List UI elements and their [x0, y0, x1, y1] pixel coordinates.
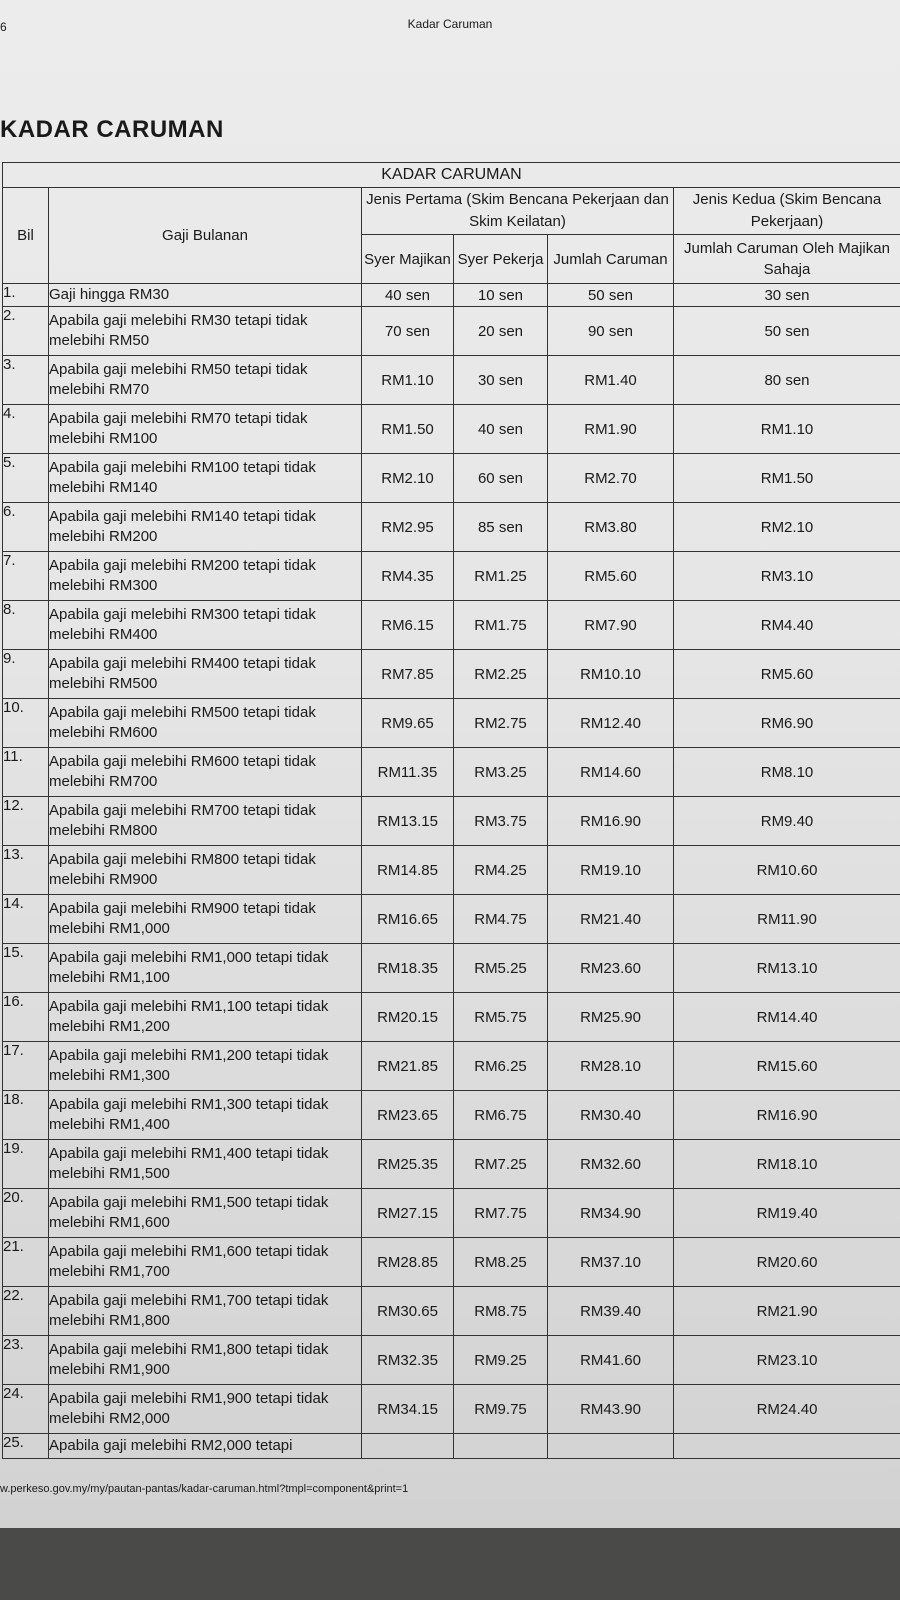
row-number: 11. [3, 748, 49, 797]
employer-only-contribution [674, 1434, 900, 1459]
employer-share: RM2.95 [362, 503, 454, 552]
employee-share: RM7.25 [454, 1140, 548, 1189]
employer-only-contribution: RM24.40 [674, 1385, 900, 1434]
table-row [3, 284, 900, 307]
row-number: 20. [3, 1189, 49, 1238]
salary-range: Apabila gaji melebihi RM900 tetapi tidak melebihi RM1,000 [49, 895, 362, 944]
employer-only-contribution: RM5.60 [674, 650, 900, 699]
employer-only-contribution: RM6.90 [674, 699, 900, 748]
total-contribution: RM21.40 [548, 895, 674, 944]
employee-share: RM1.75 [454, 601, 548, 650]
total-contribution: RM23.60 [548, 944, 674, 993]
employer-only-contribution: 50 sen [674, 307, 900, 356]
employer-only-contribution: RM10.60 [674, 846, 900, 895]
employer-share: RM16.65 [362, 895, 454, 944]
row-number: 2. [3, 307, 49, 356]
column-header-jumlah-caruman: Jumlah Caruman [548, 235, 674, 284]
employee-share: 30 sen [454, 356, 548, 405]
total-contribution: RM39.40 [548, 1287, 674, 1336]
table-row [3, 1385, 900, 1434]
row-number: 13. [3, 846, 49, 895]
salary-range: Apabila gaji melebihi RM400 tetapi tidak melebihi RM500 [49, 650, 362, 699]
table-row [3, 1287, 900, 1336]
salary-range: Apabila gaji melebihi RM50 tetapi tidak melebihi RM70 [49, 356, 362, 405]
salary-range: Apabila gaji melebihi RM500 tetapi tidak melebihi RM600 [49, 699, 362, 748]
employee-share: RM8.25 [454, 1238, 548, 1287]
salary-range: Apabila gaji melebihi RM1,600 tetapi tidak melebihi RM1,700 [49, 1238, 362, 1287]
employer-only-contribution: RM3.10 [674, 552, 900, 601]
employer-share [362, 1434, 454, 1459]
row-number: 17. [3, 1042, 49, 1091]
salary-range: Apabila gaji melebihi RM1,000 tetapi tidak melebihi RM1,100 [49, 944, 362, 993]
row-number: 21. [3, 1238, 49, 1287]
employer-only-contribution: 80 sen [674, 356, 900, 405]
total-contribution: 50 sen [548, 284, 674, 307]
total-contribution: RM12.40 [548, 699, 674, 748]
row-number: 1. [3, 284, 49, 307]
row-number: 25. [3, 1434, 49, 1459]
employee-share: RM4.25 [454, 846, 548, 895]
table-row [3, 895, 900, 944]
total-contribution: RM1.90 [548, 405, 674, 454]
employer-share: RM30.65 [362, 1287, 454, 1336]
employer-only-contribution: RM1.10 [674, 405, 900, 454]
employee-share: RM7.75 [454, 1189, 548, 1238]
salary-range: Apabila gaji melebihi RM1,500 tetapi tidak melebihi RM1,600 [49, 1189, 362, 1238]
table-row [3, 503, 900, 552]
salary-range: Apabila gaji melebihi RM2,000 tetapi [49, 1434, 362, 1459]
employer-share: RM14.85 [362, 846, 454, 895]
total-contribution: RM1.40 [548, 356, 674, 405]
column-group-jenis-pertama: Jenis Pertama (Skim Bencana Pekerjaan dan Skim Keilatan) [362, 188, 674, 235]
total-contribution: RM10.10 [548, 650, 674, 699]
salary-range: Apabila gaji melebihi RM100 tetapi tidak melebihi RM140 [49, 454, 362, 503]
employee-share: RM6.75 [454, 1091, 548, 1140]
employee-share: RM2.25 [454, 650, 548, 699]
table-row [3, 1140, 900, 1189]
total-contribution: RM14.60 [548, 748, 674, 797]
total-contribution: RM30.40 [548, 1091, 674, 1140]
employer-only-contribution: RM19.40 [674, 1189, 900, 1238]
page-number: 6 [0, 20, 7, 34]
employee-share: 20 sen [454, 307, 548, 356]
employee-share: RM1.25 [454, 552, 548, 601]
row-number: 19. [3, 1140, 49, 1189]
total-contribution: RM3.80 [548, 503, 674, 552]
table-row [3, 699, 900, 748]
table-row [3, 552, 900, 601]
employee-share: RM2.75 [454, 699, 548, 748]
row-number: 4. [3, 405, 49, 454]
column-header-syer-majikan: Syer Majikan [362, 235, 454, 284]
employer-share: RM25.35 [362, 1140, 454, 1189]
row-number: 3. [3, 356, 49, 405]
total-contribution: RM32.60 [548, 1140, 674, 1189]
table-row [3, 1042, 900, 1091]
employee-share: RM9.25 [454, 1336, 548, 1385]
employee-share: RM6.25 [454, 1042, 548, 1091]
row-number: 22. [3, 1287, 49, 1336]
employer-share: RM9.65 [362, 699, 454, 748]
salary-range: Gaji hingga RM30 [49, 284, 362, 307]
employer-share: RM21.85 [362, 1042, 454, 1091]
row-number: 16. [3, 993, 49, 1042]
salary-range: Apabila gaji melebihi RM70 tetapi tidak melebihi RM100 [49, 405, 362, 454]
column-header-syer-pekerja: Syer Pekerja [454, 235, 548, 284]
row-number: 9. [3, 650, 49, 699]
table-row [3, 846, 900, 895]
employee-share: 60 sen [454, 454, 548, 503]
contribution-rate-table [2, 162, 900, 1459]
employer-share: RM34.15 [362, 1385, 454, 1434]
employer-share: RM27.15 [362, 1189, 454, 1238]
employer-only-contribution: RM18.10 [674, 1140, 900, 1189]
employer-share: RM20.15 [362, 993, 454, 1042]
total-contribution [548, 1434, 674, 1459]
employer-only-contribution: RM13.10 [674, 944, 900, 993]
employer-share: RM2.10 [362, 454, 454, 503]
employer-share: RM23.65 [362, 1091, 454, 1140]
column-group-jenis-kedua: Jenis Kedua (Skim Bencana Pekerjaan) [674, 188, 900, 235]
table-row [3, 405, 900, 454]
employer-only-contribution: RM8.10 [674, 748, 900, 797]
row-number: 8. [3, 601, 49, 650]
total-contribution: RM19.10 [548, 846, 674, 895]
salary-range: Apabila gaji melebihi RM1,200 tetapi tidak melebihi RM1,300 [49, 1042, 362, 1091]
salary-range: Apabila gaji melebihi RM30 tetapi tidak melebihi RM50 [49, 307, 362, 356]
salary-range: Apabila gaji melebihi RM600 tetapi tidak melebihi RM700 [49, 748, 362, 797]
table-row [3, 748, 900, 797]
employer-only-contribution: RM4.40 [674, 601, 900, 650]
table-row [3, 650, 900, 699]
row-number: 7. [3, 552, 49, 601]
employer-only-contribution: RM9.40 [674, 797, 900, 846]
salary-range: Apabila gaji melebihi RM140 tetapi tidak melebihi RM200 [49, 503, 362, 552]
table-row [3, 1336, 900, 1385]
employer-share: RM6.15 [362, 601, 454, 650]
employee-share: RM5.75 [454, 993, 548, 1042]
employer-share: RM4.35 [362, 552, 454, 601]
employee-share: RM8.75 [454, 1287, 548, 1336]
total-contribution: RM25.90 [548, 993, 674, 1042]
salary-range: Apabila gaji melebihi RM1,800 tetapi tidak melebihi RM1,900 [49, 1336, 362, 1385]
employer-only-contribution: RM20.60 [674, 1238, 900, 1287]
employer-share: RM7.85 [362, 650, 454, 699]
total-contribution: 90 sen [548, 307, 674, 356]
employee-share: 40 sen [454, 405, 548, 454]
row-number: 18. [3, 1091, 49, 1140]
page-title: KADAR CARUMAN [0, 116, 224, 143]
salary-range: Apabila gaji melebihi RM1,300 tetapi tidak melebihi RM1,400 [49, 1091, 362, 1140]
employer-share: RM28.85 [362, 1238, 454, 1287]
employer-only-contribution: RM21.90 [674, 1287, 900, 1336]
salary-range: Apabila gaji melebihi RM1,100 tetapi tidak melebihi RM1,200 [49, 993, 362, 1042]
row-number: 6. [3, 503, 49, 552]
row-number: 12. [3, 797, 49, 846]
column-header-gaji-bulanan: Gaji Bulanan [49, 188, 362, 284]
employee-share [454, 1434, 548, 1459]
total-contribution: RM41.60 [548, 1336, 674, 1385]
table-row [3, 797, 900, 846]
total-contribution: RM5.60 [548, 552, 674, 601]
total-contribution: RM37.10 [548, 1238, 674, 1287]
column-header-jumlah-majikan-sahaja: Jumlah Caruman Oleh Majikan Sahaja [674, 235, 900, 284]
employer-only-contribution: RM15.60 [674, 1042, 900, 1091]
employer-only-contribution: RM14.40 [674, 993, 900, 1042]
employer-only-contribution: RM23.10 [674, 1336, 900, 1385]
table-row [3, 993, 900, 1042]
employer-share: RM13.15 [362, 797, 454, 846]
employee-share: RM5.25 [454, 944, 548, 993]
employee-share: RM4.75 [454, 895, 548, 944]
employer-share: RM18.35 [362, 944, 454, 993]
table-row [3, 307, 900, 356]
salary-range: Apabila gaji melebihi RM1,700 tetapi tidak melebihi RM1,800 [49, 1287, 362, 1336]
employee-share: 85 sen [454, 503, 548, 552]
row-number: 23. [3, 1336, 49, 1385]
employee-share: RM3.75 [454, 797, 548, 846]
salary-range: Apabila gaji melebihi RM700 tetapi tidak melebihi RM800 [49, 797, 362, 846]
salary-range: Apabila gaji melebihi RM300 tetapi tidak melebihi RM400 [49, 601, 362, 650]
employee-share: RM3.25 [454, 748, 548, 797]
row-number: 5. [3, 454, 49, 503]
table-row [3, 1091, 900, 1140]
total-contribution: RM2.70 [548, 454, 674, 503]
salary-range: Apabila gaji melebihi RM200 tetapi tidak melebihi RM300 [49, 552, 362, 601]
total-contribution: RM16.90 [548, 797, 674, 846]
employer-only-contribution: RM11.90 [674, 895, 900, 944]
table-row [3, 454, 900, 503]
salary-range: Apabila gaji melebihi RM1,400 tetapi tidak melebihi RM1,500 [49, 1140, 362, 1189]
total-contribution: RM34.90 [548, 1189, 674, 1238]
table-body [3, 284, 900, 1459]
table-row [3, 601, 900, 650]
table-row [3, 1238, 900, 1287]
employer-only-contribution: 30 sen [674, 284, 900, 307]
employer-share: RM11.35 [362, 748, 454, 797]
row-number: 14. [3, 895, 49, 944]
employee-share: RM9.75 [454, 1385, 548, 1434]
total-contribution: RM7.90 [548, 601, 674, 650]
employer-only-contribution: RM2.10 [674, 503, 900, 552]
row-number: 15. [3, 944, 49, 993]
employer-share: 70 sen [362, 307, 454, 356]
row-number: 24. [3, 1385, 49, 1434]
table-row [3, 1189, 900, 1238]
table-row [3, 1434, 900, 1459]
running-head: Kadar Caruman [407, 17, 493, 31]
employer-only-contribution: RM1.50 [674, 454, 900, 503]
employer-only-contribution: RM16.90 [674, 1091, 900, 1140]
salary-range: Apabila gaji melebihi RM800 tetapi tidak melebihi RM900 [49, 846, 362, 895]
table-title: KADAR CARUMAN [3, 163, 900, 188]
row-number: 10. [3, 699, 49, 748]
column-header-bil: Bil [3, 188, 49, 284]
footer-url: w.perkeso.gov.my/my/pautan-pantas/kadar-caruman.html?tmpl=component&print=1 [0, 1483, 409, 1495]
employer-share: RM32.35 [362, 1336, 454, 1385]
employer-share: RM1.50 [362, 405, 454, 454]
salary-range: Apabila gaji melebihi RM1,900 tetapi tidak melebihi RM2,000 [49, 1385, 362, 1434]
table-row [3, 356, 900, 405]
employer-share: 40 sen [362, 284, 454, 307]
total-contribution: RM28.10 [548, 1042, 674, 1091]
employer-share: RM1.10 [362, 356, 454, 405]
table-row [3, 944, 900, 993]
total-contribution: RM43.90 [548, 1385, 674, 1434]
employee-share: 10 sen [454, 284, 548, 307]
